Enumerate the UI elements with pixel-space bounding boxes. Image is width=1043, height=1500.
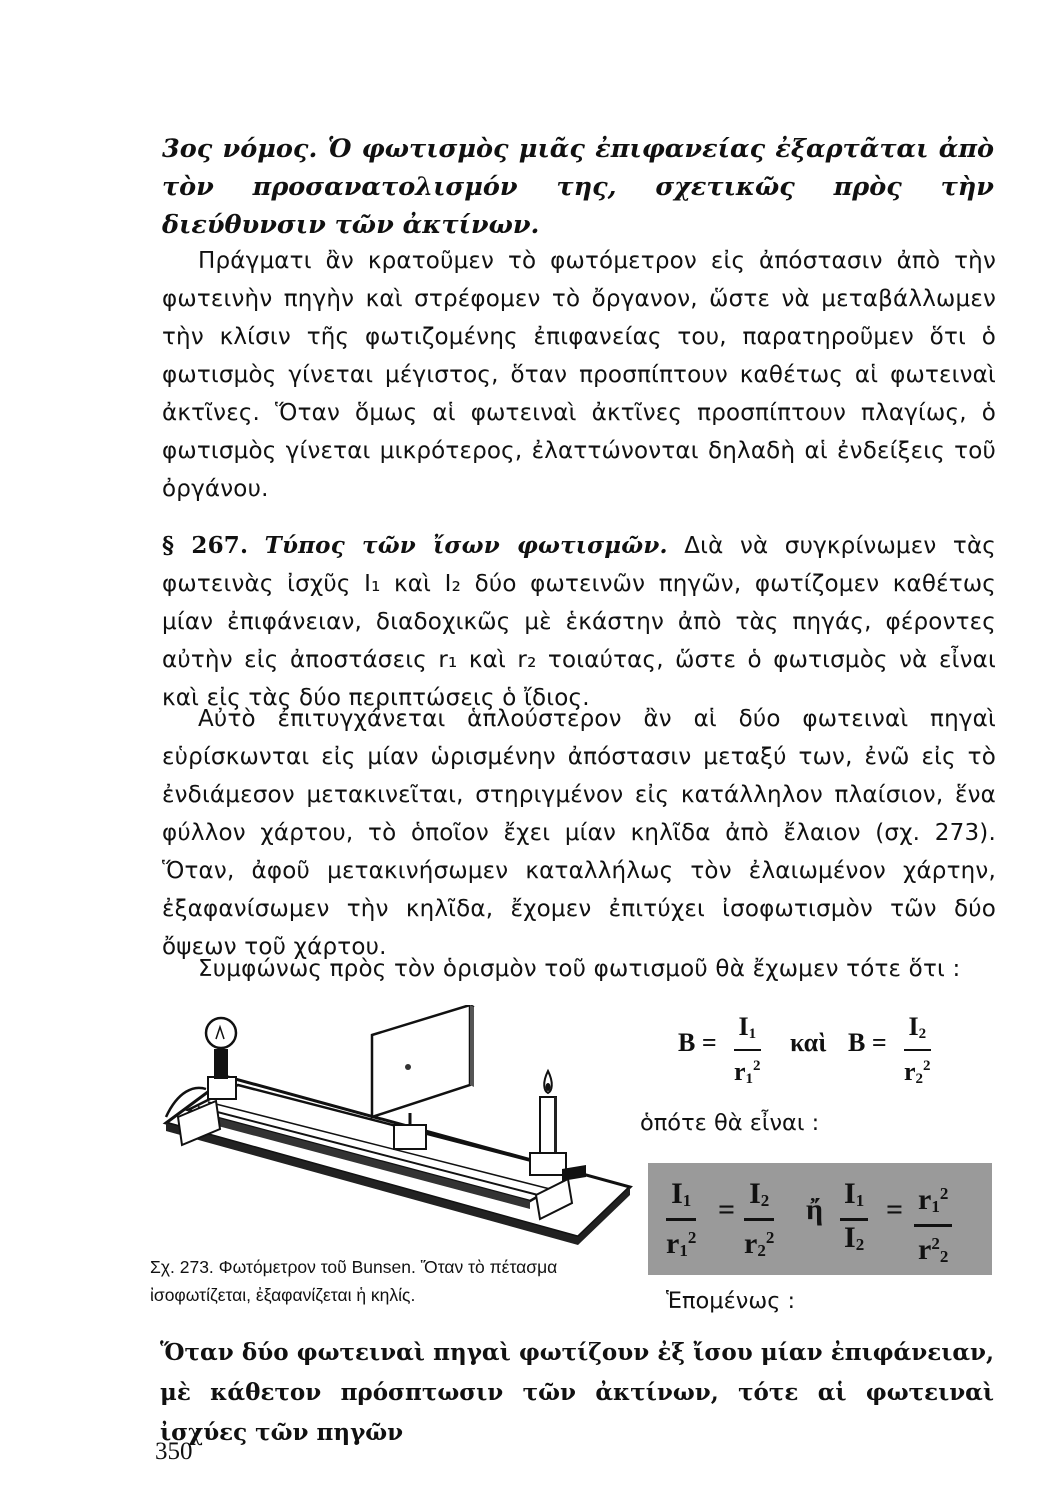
fraction-i1-over-r1sq: $\frac{I_1}{r_1^2}$ xyxy=(666,1177,697,1260)
fraction-i2-r2: $\frac{I_2}{r_2^2}$ xyxy=(904,1012,931,1087)
section-title: Τύπος τῶν ἴσων φωτισμῶν. xyxy=(264,532,668,559)
candle-icon xyxy=(530,1071,586,1181)
formula-and: καὶ xyxy=(790,1028,827,1057)
page-number: 350 xyxy=(155,1438,193,1465)
figure-caption: Σχ. 273. Φωτόμετρον τοῦ Bunsen. Ὅταν τὸ πέτασμα ἰσοφωτίζεται, ἐξαφανίζεται ἡ κηλίς. xyxy=(150,1257,558,1305)
fraction-r1sq-over-r2sq: $\frac{r_1^2}{r^2_2}$ xyxy=(914,1177,952,1274)
paragraph-definition: Συμφώνως πρὸς τὸν ὁρισμὸν τοῦ φωτισμοῦ θὰ ἔχωμεν τότε ὅτι : xyxy=(198,956,961,982)
paragraph-photometer-rotation: Πράγματι ἂν κρατοῦμεν τὸ φωτόμετρον εἰς ἀπόστασιν ἀπὸ τὴν φωτεινὴν πηγὴν καὶ στρέφομεν τὸ ὄργανον, ὥστε νὰ μεταβάλλωμεν τὴν κλίσιν τῆς φωτιζομένης ἐπιφανείας του, παρατηροῦμεν ὅτι ὁ φωτισμὸς γίνεται μέγιστος, ὅταν προσπίπτουν καθέτως αἱ φωτειναὶ ἀκτῖνες. Ὅταν ὅμως αἱ φωτειναὶ ἀκτῖνες προσπίπτουν πλαγίως, ὁ φωτισμὸς γίνεται μικρότερος, ἐλαττώνονται δηλαδὴ αἱ ἐνδείξεις τοῦ ὀργάνου. xyxy=(162,248,996,502)
section-text: Διὰ νὰ συγκρίνωμεν τὰς φωτεινὰς ἰσχῦς I₁ καὶ I₂ δύο φωτεινῶν πηγῶν, φωτίζομεν καθέτως μίαν ἐπιφάνειαν, διαδοχικῶς μὲ ἑκάστην ἀπὸ τὰς πηγάς, φέροντες αὐτὴν εἰς ἀποστάσεις r₁ καὶ r₂ τοιαύτας, ὥστε ὁ φωτισμὸς νὰ εἶναι καὶ εἰς τὰς δύο περιπτώσεις ὁ ἴδιος. xyxy=(162,533,996,711)
or-word: ἤ xyxy=(806,1193,824,1226)
fraction-i1-over-i2: $\frac{I_1}{I_2}$ xyxy=(840,1177,868,1262)
fraction-i1-r1: $\frac{I_1}{r_1^2}$ xyxy=(734,1012,761,1087)
section-267 xyxy=(162,527,996,717)
figure-bunsen-photometer xyxy=(158,1005,638,1255)
section-number: § 267. xyxy=(162,532,249,559)
lamp-icon xyxy=(206,1018,236,1099)
formula-b1: B = xyxy=(678,1028,717,1057)
therefore-text: Ἑπομένως : xyxy=(666,1288,796,1314)
formula-illumination xyxy=(678,1008,998,1088)
then-text: ὁπότε θὰ εἶναι : xyxy=(640,1110,820,1136)
paragraph-bunsen-method: Αὐτὸ ἐπιτυγχάνεται ἁπλούστερον ἂν αἱ δύο φωτειναὶ πηγαὶ εὑρίσκωνται εἰς μίαν ὡρισμένην ἀπόστασιν μεταξύ των, ἐνῶ εἰς τὸ ἐνδιάμεσον μετακινεῖται, στηριγμένον εἰς κατάλληλον πλαίσιον, ἕνα φύλλον χάρτου, τὸ ὁποῖον ἔχει μίαν κηλῖδα ἀπὸ ἔλαιον (σχ. 273). Ὅταν, ἀφοῦ μετακινήσωμεν καταλλήλως τὸν ἐλαιωμένον χάρτην, ἐξαφανίσωμεν τὴν κηλῖδα, ἔχομεν ἐπιτύχει ἰσοφωτισμὸν τῶν δύο ὄψεων τοῦ χάρτου. xyxy=(162,706,996,960)
formula-b2: B = xyxy=(848,1028,887,1057)
formula-proportion xyxy=(648,1163,992,1275)
conclusion-statement: Ὅταν δύο φωτειναὶ πηγαὶ φωτίζουν ἐξ ἴσου μίαν ἐπιφάνειαν, μὲ κάθετον πρόσπτωσιν τῶν ἀκτίνων, τότε αἱ φωτειναὶ ἰσχύες τῶν πηγῶν xyxy=(160,1339,994,1446)
equals-sign: = xyxy=(718,1193,736,1226)
law-number: 3ος νόμος. xyxy=(162,134,318,164)
law-title: Ὁ φωτισμὸς μιᾶς ἐπιφανείας ἐξαρτᾶται ἀπὸ τὸν προσανατολισμόν της, σχετικῶς πρὸς τὴν διεύθυνσιν τῶν ἀκτίνων. xyxy=(162,134,994,240)
photometer-illustration xyxy=(158,1005,638,1255)
fraction-i2-over-r2sq: $\frac{I_2}{r_2^2}$ xyxy=(744,1177,775,1260)
law-heading xyxy=(162,130,994,244)
equals-sign: = xyxy=(886,1193,904,1226)
